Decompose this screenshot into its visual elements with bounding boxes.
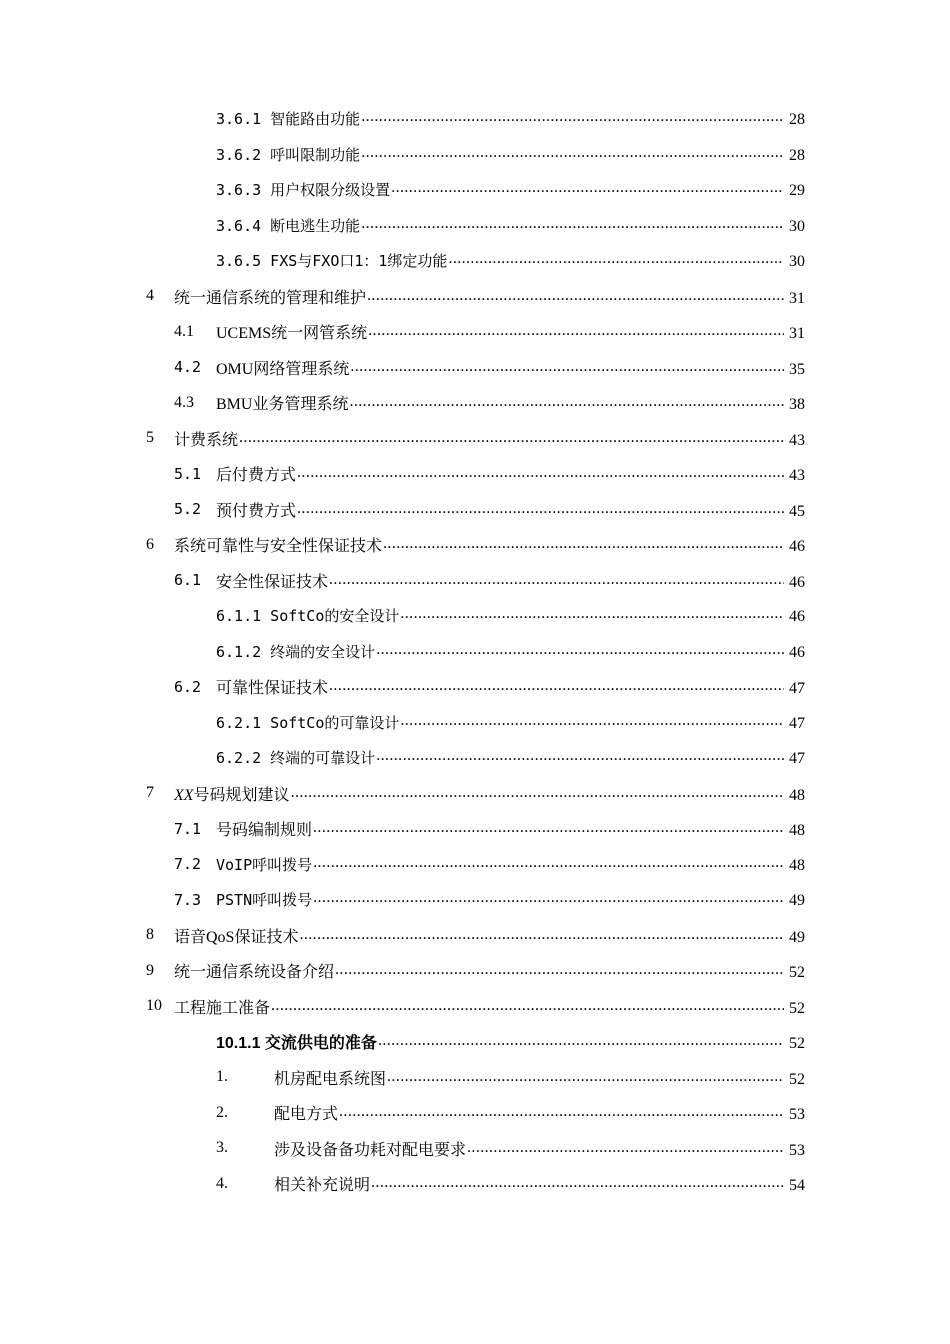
toc-entry[interactable] xyxy=(0,101,950,137)
toc-entry[interactable] xyxy=(0,314,950,350)
toc-entry[interactable] xyxy=(0,1060,950,1096)
dot-leader xyxy=(313,889,784,905)
toc-entry[interactable] xyxy=(0,279,950,315)
toc-entry-page: 46 xyxy=(789,643,805,661)
toc-entry[interactable] xyxy=(0,776,950,812)
toc-entry-page: 52 xyxy=(789,1035,805,1053)
toc-entry-page: 29 xyxy=(789,182,805,200)
toc-entry-title: 统一通信系统设备介绍 xyxy=(174,964,335,982)
toc-entry-title: 10.1.1 交流供电的准备 xyxy=(216,1035,377,1053)
dot-leader xyxy=(329,571,784,587)
dot-leader xyxy=(400,605,784,621)
toc-entry[interactable] xyxy=(0,385,950,421)
toc-entry-page: 48 xyxy=(789,786,805,804)
toc-entry-page: 47 xyxy=(789,750,805,768)
toc-entry-number: 5.2 xyxy=(174,500,202,519)
toc-entry-title: 统一通信系统的管理和维护 xyxy=(174,289,367,307)
toc-entry-title: 6.2.1 SoftCo的可靠设计 xyxy=(216,713,400,732)
toc-entry-number: 7.2 xyxy=(174,855,202,874)
toc-entry-page: 48 xyxy=(789,856,805,874)
toc-entry-title: 6.1.1 SoftCo的安全设计 xyxy=(216,607,400,626)
toc-entry-page: 30 xyxy=(789,253,805,271)
table-of-contents xyxy=(0,101,950,1202)
toc-entry-title: UCEMS统一网管系统 xyxy=(216,325,368,343)
toc-entry-page: 31 xyxy=(789,289,805,307)
toc-entry-page: 35 xyxy=(789,360,805,378)
toc-entry[interactable] xyxy=(0,421,950,457)
toc-entry-title: 3.6.2 呼叫限制功能 xyxy=(216,145,361,164)
toc-entry-title: 可靠性保证技术 xyxy=(216,680,329,698)
toc-entry[interactable] xyxy=(0,811,950,847)
toc-entry-title: 6.1.2 终端的安全设计 xyxy=(216,642,376,661)
toc-entry-page: 49 xyxy=(789,892,805,910)
toc-entry[interactable] xyxy=(0,669,950,705)
toc-entry-page: 30 xyxy=(789,217,805,235)
toc-entry-number: 6.2 xyxy=(174,677,202,696)
toc-entry-title: OMU网络管理系统 xyxy=(216,360,350,378)
toc-entry[interactable] xyxy=(0,456,950,492)
toc-entry-title: 6.2.2 终端的可靠设计 xyxy=(216,749,376,768)
dot-leader xyxy=(299,926,784,942)
toc-entry-number: 5.1 xyxy=(174,464,202,483)
toc-entry-page: 46 xyxy=(789,538,805,556)
toc-entry-page: 28 xyxy=(789,146,805,164)
dot-leader xyxy=(297,500,784,516)
toc-entry-title: 号码编制规则 xyxy=(216,822,313,840)
toc-entry[interactable] xyxy=(0,1131,950,1167)
toc-entry[interactable] xyxy=(0,634,950,670)
dot-leader xyxy=(387,1068,784,1084)
toc-entry-number: 4.3 xyxy=(174,393,194,411)
toc-entry-number: 2. xyxy=(216,1103,228,1121)
toc-entry-title: 后付费方式 xyxy=(216,467,297,485)
dot-leader xyxy=(376,747,784,763)
toc-entry[interactable] xyxy=(0,847,950,883)
toc-entry[interactable] xyxy=(0,882,950,918)
dot-leader xyxy=(371,1174,784,1190)
dot-leader xyxy=(383,535,784,551)
toc-entry-title: 3.6.1 智能路由功能 xyxy=(216,110,361,129)
toc-entry-number: 4. xyxy=(216,1174,228,1192)
toc-entry-page: 47 xyxy=(789,680,805,698)
dot-leader xyxy=(400,712,784,728)
toc-entry-title: XX号码规划建议 xyxy=(174,786,290,804)
dot-leader xyxy=(448,250,784,266)
toc-entry[interactable] xyxy=(0,1024,950,1060)
toc-entry-title: 3.6.4 断电逃生功能 xyxy=(216,216,361,235)
toc-entry-title: 系统可靠性与安全性保证技术 xyxy=(174,538,383,556)
dot-leader xyxy=(361,144,784,160)
toc-entry-number: 10 xyxy=(146,997,162,1015)
toc-entry[interactable] xyxy=(0,527,950,563)
toc-entry[interactable] xyxy=(0,989,950,1025)
toc-entry-title: 配电方式 xyxy=(274,1106,339,1124)
toc-entry-number: 6.1 xyxy=(174,571,202,590)
dot-leader xyxy=(329,677,784,693)
toc-entry-number: 9 xyxy=(146,961,154,979)
dot-leader xyxy=(335,961,784,977)
toc-entry-page: 52 xyxy=(789,999,805,1017)
toc-entry-title: BMU业务管理系统 xyxy=(216,396,349,414)
toc-entry-page: 54 xyxy=(789,1177,805,1195)
dot-leader xyxy=(378,1032,784,1048)
toc-entry-page: 53 xyxy=(789,1141,805,1159)
toc-entry-page: 46 xyxy=(789,573,805,591)
dot-leader xyxy=(291,784,784,800)
dot-leader xyxy=(313,854,784,870)
toc-entry-number: 7.1 xyxy=(174,819,202,838)
toc-entry-page: 48 xyxy=(789,822,805,840)
toc-entry-title: 工程施工准备 xyxy=(174,999,271,1017)
toc-entry[interactable] xyxy=(0,172,950,208)
toc-entry[interactable] xyxy=(0,953,950,989)
toc-entry-number: 8 xyxy=(146,926,154,944)
toc-entry-page: 43 xyxy=(789,467,805,485)
toc-entry-page: 52 xyxy=(789,1070,805,1088)
toc-entry-page: 45 xyxy=(789,502,805,520)
toc-entry[interactable] xyxy=(0,243,950,279)
toc-entry-title: 相关补充说明 xyxy=(274,1177,371,1195)
toc-entry[interactable] xyxy=(0,598,950,634)
toc-entry-title: 3.6.5 FXS与FXO口1：1绑定功能 xyxy=(216,252,448,271)
dot-leader xyxy=(350,358,784,374)
toc-entry-number: 7.3 xyxy=(174,890,202,909)
toc-entry-number: 4 xyxy=(146,287,154,305)
dot-leader xyxy=(313,819,784,835)
toc-entry-title: VoIP呼叫拨号 xyxy=(216,855,313,874)
toc-entry[interactable] xyxy=(0,492,950,528)
dot-leader xyxy=(349,393,784,409)
toc-entry[interactable] xyxy=(0,918,950,954)
toc-entry-page: 38 xyxy=(789,396,805,414)
toc-entry[interactable] xyxy=(0,563,950,599)
dot-leader xyxy=(361,215,784,231)
toc-entry-page: 49 xyxy=(789,928,805,946)
toc-entry-title: 预付费方式 xyxy=(216,502,297,520)
toc-entry-title: PSTN呼叫拨号 xyxy=(216,891,313,910)
toc-entry-title: 3.6.3 用户权限分级设置 xyxy=(216,181,391,200)
toc-entry-number: 3. xyxy=(216,1139,228,1157)
toc-entry[interactable] xyxy=(0,1095,950,1131)
dot-leader xyxy=(297,464,784,480)
dot-leader xyxy=(391,179,784,195)
toc-entry-page: 43 xyxy=(789,431,805,449)
toc-entry-number: 4.1 xyxy=(174,322,194,340)
dot-leader xyxy=(467,1139,784,1155)
dot-leader xyxy=(339,1103,784,1119)
toc-entry-number: 5 xyxy=(146,429,154,447)
toc-entry-number: 7 xyxy=(146,784,154,802)
dot-leader xyxy=(367,287,784,303)
toc-entry[interactable] xyxy=(0,350,950,386)
toc-entry-title: 涉及设备备功耗对配电要求 xyxy=(274,1141,467,1159)
toc-entry-title: 计费系统 xyxy=(174,431,239,449)
toc-entry-number: 1. xyxy=(216,1068,228,1086)
toc-entry-title: 安全性保证技术 xyxy=(216,573,329,591)
toc-entry[interactable] xyxy=(0,740,950,776)
toc-entry-page: 53 xyxy=(789,1106,805,1124)
toc-entry-page: 52 xyxy=(789,964,805,982)
toc-entry-title: 语音QoS保证技术 xyxy=(174,928,299,946)
dot-leader xyxy=(376,641,784,657)
toc-entry-page: 46 xyxy=(789,608,805,626)
toc-entry-page: 31 xyxy=(789,325,805,343)
toc-entry-number: 4.2 xyxy=(174,358,202,377)
toc-entry[interactable] xyxy=(0,137,950,173)
toc-entry-number: 6 xyxy=(146,535,154,553)
toc-entry-title: 机房配电系统图 xyxy=(274,1070,387,1088)
toc-entry-page: 28 xyxy=(789,111,805,129)
toc-entry[interactable] xyxy=(0,1166,950,1202)
toc-entry-page: 47 xyxy=(789,714,805,732)
toc-entry[interactable] xyxy=(0,705,950,741)
toc-entry[interactable] xyxy=(0,208,950,244)
dot-leader xyxy=(271,997,784,1013)
dot-leader xyxy=(239,429,784,445)
dot-leader xyxy=(368,322,784,338)
dot-leader xyxy=(361,108,784,124)
